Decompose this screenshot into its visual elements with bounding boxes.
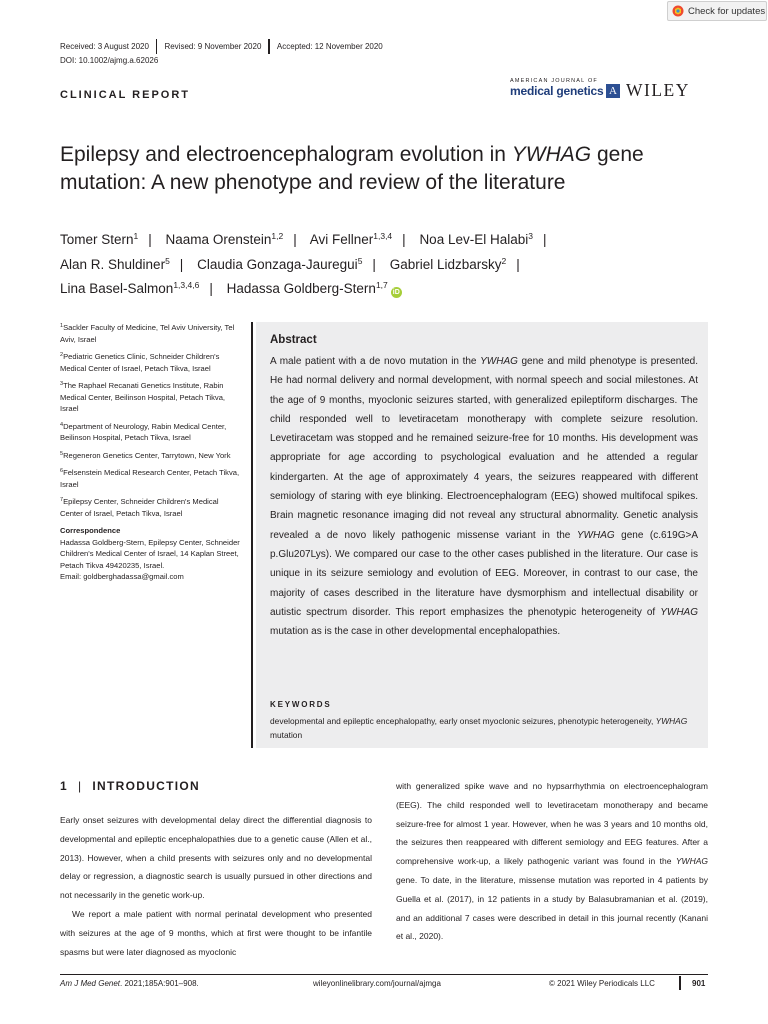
abstract-text-b: gene and mild phenotype is presented. He had normal delivery and normal development, with normal speech and social milestones. At the age of 9 months, myoclonic seizures started, with generalized epileptiform discharges. The child responded well to levetiracetam monotherapy with complete seizure resolution. Levetiracetam was stopped and he remained seizure-free for 10 months. His development was appropriate for age according to psychological evaluation and he attended a regular kindergarten. At the age of approximately 4 years, the seizures reappeared with different semiology of staring with eye blinking. Electroencephalogram (EEG) showed multifocal spikes. Brain magnetic resonance imaging did not reveal any structural abnormality. Genetic analysis revealed a de novo likely pathogenic missense variant in the	[270, 356, 698, 541]
author-separator: |	[402, 232, 406, 247]
author-separator: |	[372, 256, 376, 272]
author-separator: |	[516, 256, 520, 272]
orcid-icon[interactable]: iD	[392, 289, 400, 296]
affiliation	[60, 421, 243, 444]
affiliations	[60, 322, 243, 583]
author-separator: |	[542, 232, 547, 247]
abstract-box	[256, 322, 708, 748]
journal-caption: AMERICAN JOURNAL OF	[510, 78, 598, 84]
journal-part: A	[606, 84, 620, 98]
affiliation	[60, 450, 243, 462]
affiliation	[60, 380, 243, 415]
author-name[interactable]: Alan R. Shuldiner	[60, 256, 166, 272]
author-name[interactable]: Gabriel Lidzbarsky	[389, 256, 502, 272]
author-affil: 5	[357, 255, 363, 266]
author-list	[60, 228, 710, 302]
accepted-date: Accepted: 12 November 2020	[276, 42, 383, 51]
title-part2: gene mutation: A new phenotype and review of the literature	[60, 143, 644, 194]
abstract-gene: YWHAG	[660, 606, 698, 618]
author-affil: 1,3,4,6	[173, 280, 200, 290]
affiliation-number: 1	[60, 323, 64, 329]
author-affil: 1	[133, 231, 139, 241]
author-affil: 5	[165, 255, 170, 266]
correspondence-heading: Correspondence	[60, 526, 121, 535]
abstract-gene: YWHAG	[480, 356, 518, 367]
affiliation	[60, 351, 243, 374]
journal-logo[interactable]	[510, 78, 708, 100]
crossmark-icon	[672, 5, 684, 17]
author-name[interactable]: Claudia Gonzaga-Jauregui	[197, 256, 358, 272]
introduction-heading	[60, 779, 200, 793]
author-name[interactable]: Hadassa Goldberg-Stern	[226, 281, 376, 296]
keywords-text: developmental and epileptic encephalopathy, early onset myoclonic seizures, phenotypic heterogeneity,	[270, 716, 656, 726]
paragraph: We report a male patient with normal perinatal development who presented with seizures at the age of 9 months, which at first were thought to be infantile spasms but were later diagnosed as myoclonic	[60, 908, 372, 957]
paragraph	[396, 777, 708, 946]
author-name[interactable]: Noa Lev-El Halabi	[419, 232, 529, 247]
abstract-text-a: A male patient with a de novo mutation in the	[270, 356, 481, 367]
paragraph-text: gene. To date, in the literature, missense mutation was reported in 4 patients by Guella et al. (2017), in 12 patients in a study by Balasubramanian et al. (2019), and an additional 7 cases were described in detail in this journal recently (Kanani et al., 2020).	[396, 874, 708, 942]
affiliation-number: 5	[60, 450, 64, 457]
footer-copyright: © 2021 Wiley Periodicals LLC	[549, 979, 655, 988]
footer-journal: Am J Med Genet	[60, 979, 121, 988]
article-dates	[60, 39, 383, 54]
footer-citation	[60, 979, 199, 988]
correspondence-email[interactable]: Email: goldberghadassa@gmail.com	[60, 572, 184, 581]
received-date: Received: 3 August 2020	[60, 42, 149, 51]
revised-date: Revised: 9 November 2020	[164, 42, 262, 51]
author-name[interactable]: Lina Basel-Salmon	[60, 281, 174, 296]
journal-name: medical genetics	[510, 84, 604, 98]
author-separator: |	[179, 256, 184, 272]
author-separator: |	[148, 232, 152, 247]
body-column-right	[396, 777, 708, 946]
author-separator: |	[293, 232, 297, 247]
title-part1: Epilepsy and electroencephalogram evolution in	[60, 143, 512, 166]
affiliation-text: The Raphael Recanati Genetics Institute, Rabin Medical Center, Beilinson Hospital, Petach Tikva, Israel	[60, 381, 226, 413]
check-for-updates-label: Check for updates	[688, 5, 766, 17]
abstract-gene: YWHAG	[576, 529, 615, 541]
author-name[interactable]: Avi Fellner	[309, 232, 374, 247]
paragraph-gene: YWHAG	[675, 856, 708, 867]
affiliation-number: 4	[60, 421, 64, 428]
abstract-text-c: gene (c.619G>A p.Glu207Lys). We compared our case to the other cases published in the literature. Our case is unique in its seizure semiology and evolution of EEG. Moreover, in contrast to our case, the majority of cases described in the literature have dysmorphism and intellectual disability or autistic spectrum disorder. This report emphasizes the phenotypic heterogeneity of	[270, 529, 698, 618]
affiliation-text: Felsenstein Medical Research Center, Petach Tikva, Israel	[60, 468, 240, 489]
affiliation	[60, 496, 243, 519]
date-divider	[268, 39, 270, 54]
footer-url[interactable]: wileyonlinelibrary.com/journal/ajmga	[313, 979, 441, 988]
author-affil: 2	[501, 255, 507, 266]
abstract-text-d: mutation as is the case in other developmental encephalopathies.	[270, 626, 561, 638]
article-title	[60, 141, 710, 197]
footer-divider	[679, 976, 681, 990]
footer-volume: . 2021;185A:901–908.	[120, 979, 199, 988]
affiliation-number: 7	[60, 497, 64, 503]
affiliation	[60, 322, 243, 345]
section-pipe: |	[77, 779, 83, 793]
affiliation-text: Epilepsy Center, Schneider Children's Medical Center of Israel, Petach Tikva, Israel	[60, 497, 219, 518]
section-number: 1	[60, 779, 68, 793]
correspondence-address: Hadassa Goldberg-Stern, Epilepsy Center, Schneider Children's Medical Center of Israel, 14 Kaplan Street, Petach Tikva 49420235, Israel.	[60, 537, 240, 570]
author-affil: 1,7	[375, 280, 388, 290]
keywords	[270, 714, 698, 742]
affiliation-text: Sackler Faculty of Medicine, Tel Aviv University, Tel Aviv, Israel	[60, 323, 235, 344]
keywords-gene: YWHAG	[655, 716, 688, 726]
publisher-logo: WILEY	[626, 80, 690, 100]
author-name[interactable]: Tomer Stern	[60, 232, 134, 247]
footer-rule	[60, 974, 708, 975]
abstract-divider	[251, 322, 253, 748]
affiliation-text: Pediatric Genetics Clinic, Schneider Children's Medical Center of Israel, Petach Tikva, Israel	[60, 352, 220, 373]
date-divider	[156, 39, 158, 54]
author-affil: 1,2	[271, 231, 284, 241]
affiliation-number: 3	[60, 381, 64, 387]
author-name[interactable]: Naama Orenstein	[165, 232, 272, 247]
keywords-heading: KEYWORDS	[270, 700, 332, 709]
author-affil: 3	[528, 231, 533, 241]
affiliation-number: 2	[60, 352, 64, 358]
page-number: 901	[692, 979, 706, 988]
affiliation-text: Department of Neurology, Rabin Medical Center, Beilinson Hospital, Petach Tikva, Israel	[60, 421, 227, 442]
abstract-heading: Abstract	[270, 334, 317, 346]
section-label: CLINICAL REPORT	[60, 89, 191, 101]
author-separator: |	[209, 281, 213, 296]
abstract-text	[270, 352, 698, 641]
section-title: INTRODUCTION	[92, 779, 200, 793]
affiliation-number: 6	[60, 468, 64, 474]
doi[interactable]: DOI: 10.1002/ajmg.a.62026	[60, 56, 159, 65]
keywords-text-end: mutation	[270, 730, 303, 740]
paragraph: Early onset seizures with developmental delay direct the differential diagnosis to developmental and epileptic encephalopathies due to a genetic cause (Allen et al., 2013). However, when a child presents with seizures only and no developmental delay or regression, a diagnostic search is usually pursued in other directions and not necessarily in the genetic work-up.	[60, 815, 372, 901]
body-column-left	[60, 811, 372, 961]
affiliation-text: Regeneron Genetics Center, Tarrytown, New York	[63, 450, 231, 460]
paragraph-text: with generalized spike wave and no hypsarrhythmia on electroencephalogram (EEG). The child responded well to levetiracetam monotherapy and became seizure-free for almost 1 year. However, when he was 3 years and 10 months old, the seizures then reappeared with different semiology and EEG features. After a comprehensive work-up, a likely pathogenic variant was found in the	[396, 781, 708, 867]
author-affil: 1,3,4	[373, 231, 393, 241]
title-gene: YWHAG	[511, 143, 592, 166]
check-for-updates-button[interactable]	[667, 1, 767, 21]
affiliation	[60, 467, 243, 490]
